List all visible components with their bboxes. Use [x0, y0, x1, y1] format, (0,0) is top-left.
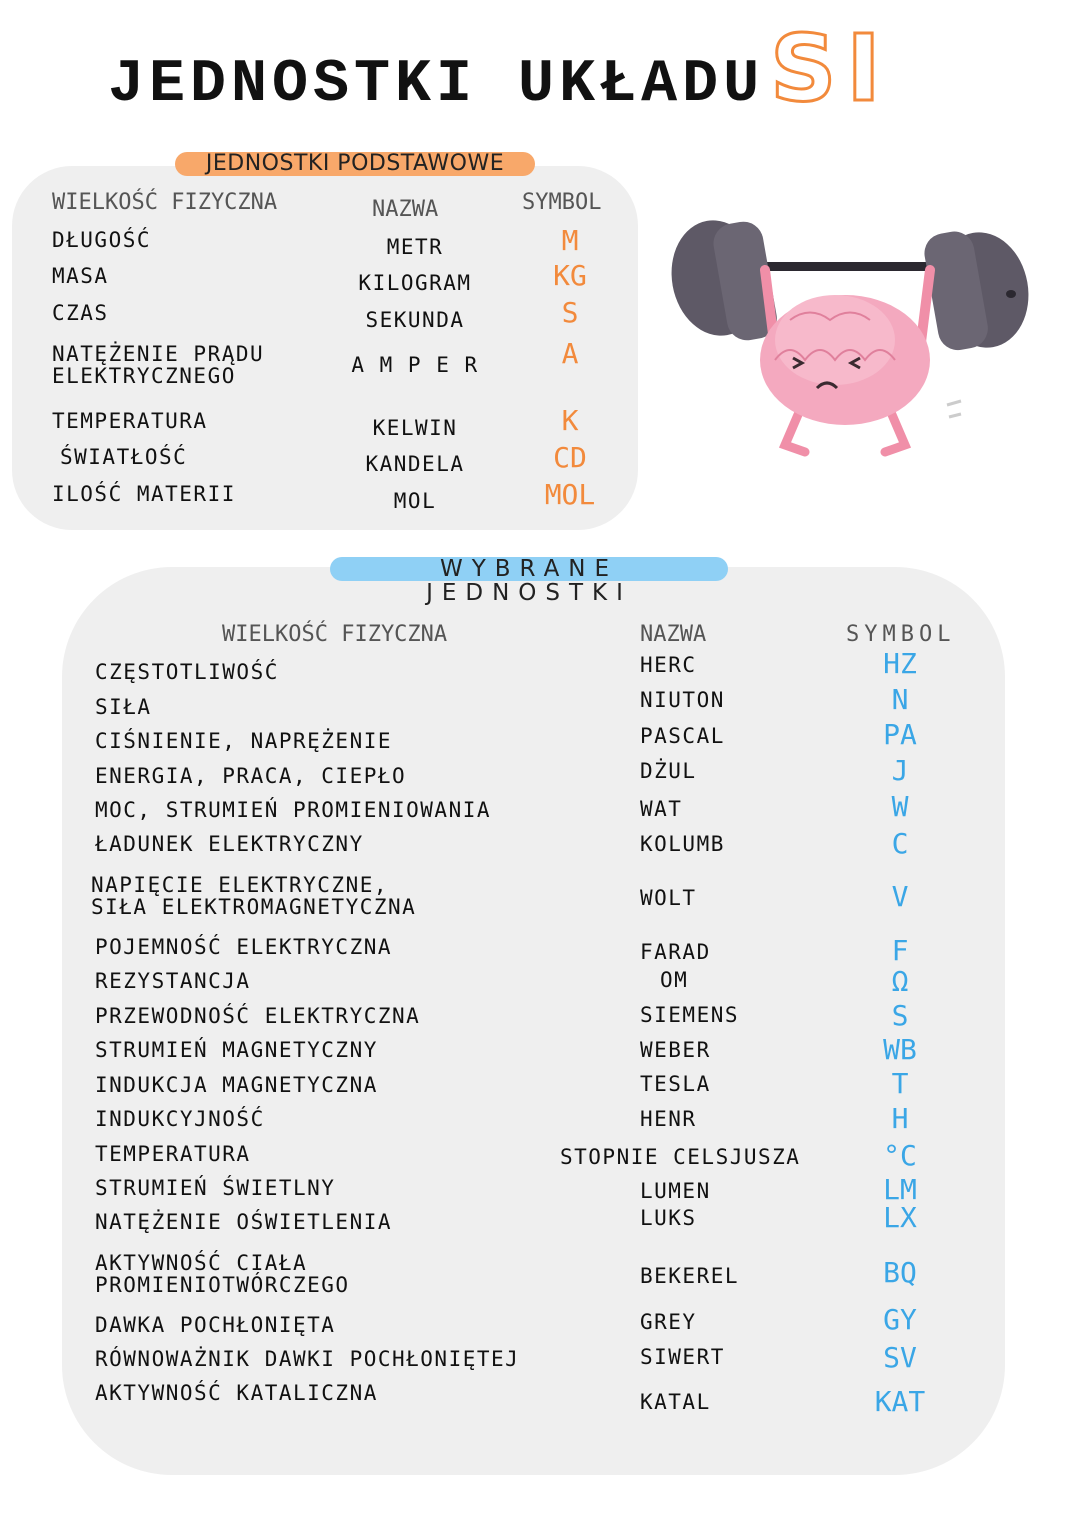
row-symbol: T: [891, 1067, 909, 1100]
row-quantity: CIŚNIENIE, NAPRĘŻENIE: [95, 729, 393, 753]
row-unit-name: LUMEN: [640, 1179, 711, 1203]
row-unit-name: SEKUNDA: [365, 308, 465, 332]
row-quantity: ŁADUNEK ELEKTRYCZNY: [95, 832, 364, 856]
row-quantity: ŚWIATŁOŚĆ: [60, 445, 188, 469]
row-quantity: INDUKCYJNOŚĆ: [95, 1107, 265, 1131]
row-unit-name: WOLT: [640, 886, 697, 910]
row-quantity: POJEMNOŚĆ ELEKTRYCZNA: [95, 935, 393, 959]
row-symbol: K: [561, 404, 579, 437]
row-unit-name: HERC: [640, 653, 697, 677]
row-quantity: ILOŚĆ MATERII: [52, 482, 236, 506]
row-quantity: CZĘSTOTLIWOŚĆ: [95, 660, 279, 684]
page-title-block: [108, 14, 891, 140]
row-quantity: AKTYWNOŚĆ CIAŁA PROMIENIOTWÓRCZEGO: [95, 1251, 350, 1297]
basic-header-name: NAZWA: [372, 197, 439, 222]
row-quantity: RÓWNOWAŻNIK DAWKI POCHŁONIĘTEJ: [95, 1347, 520, 1371]
row-symbol: °C: [883, 1139, 917, 1172]
row-quantity: MASA: [52, 264, 109, 288]
row-unit-name: KANDELA: [365, 452, 465, 476]
row-quantity: DAWKA POCHŁONIĘTA: [95, 1313, 336, 1337]
row-symbol: S: [561, 296, 579, 329]
row-unit-name: METR: [386, 235, 444, 259]
row-quantity: NATĘŻENIE PRĄDU ELEKTRYCZNEGO: [52, 342, 265, 388]
row-quantity: PRZEWODNOŚĆ ELEKTRYCZNA: [95, 1004, 421, 1028]
row-unit-name: SIWERT: [640, 1345, 725, 1369]
row-symbol: SV: [883, 1341, 917, 1374]
row-symbol: A: [561, 337, 579, 370]
row-symbol: KG: [553, 259, 587, 292]
row-unit-name: KATAL: [640, 1390, 711, 1414]
basic-header-symbol: SYMBOL: [522, 190, 602, 215]
row-quantity: TEMPERATURA: [95, 1142, 251, 1166]
row-symbol: S: [891, 999, 909, 1032]
selected-header-name: NAZWA: [640, 622, 707, 647]
row-unit-name: STOPNIE CELSJUSZA: [560, 1145, 801, 1169]
row-unit-name: OM: [660, 968, 689, 992]
row-symbol: LM: [883, 1173, 917, 1206]
row-symbol: KAT: [874, 1385, 926, 1418]
row-quantity: STRUMIEŃ MAGNETYCZNY: [95, 1038, 378, 1062]
row-quantity: MOC, STRUMIEŃ PROMIENIOWANIA: [95, 798, 492, 822]
row-symbol: F: [891, 934, 909, 967]
row-symbol: M: [561, 224, 579, 257]
row-quantity: DŁUGOŚĆ: [52, 228, 152, 252]
row-symbol: WB: [883, 1033, 917, 1066]
row-unit-name: PASCAL: [640, 724, 725, 748]
row-symbol: GY: [883, 1303, 917, 1336]
row-symbol: H: [891, 1102, 909, 1135]
row-symbol: HZ: [883, 647, 917, 680]
row-symbol: N: [891, 683, 909, 716]
row-quantity: INDUKCJA MAGNETYCZNA: [95, 1073, 378, 1097]
row-quantity: AKTYWNOŚĆ KATALICZNA: [95, 1381, 378, 1405]
row-quantity: NATĘŻENIE OŚWIETLENIA: [95, 1210, 393, 1234]
row-unit-name: DŻUL: [640, 759, 697, 783]
row-unit-name: A M P E R: [351, 353, 479, 377]
row-unit-name: NIUTON: [640, 688, 725, 712]
row-unit-name: HENR: [640, 1107, 697, 1131]
row-unit-name: WEBER: [640, 1038, 711, 1062]
row-symbol: CD: [553, 441, 587, 474]
row-unit-name: LUKS: [640, 1206, 697, 1230]
row-quantity: TEMPERATURA: [52, 409, 208, 433]
basic-header-quantity: WIELKOŚĆ FIZYCZNA: [52, 190, 278, 215]
row-unit-name: KOLUMB: [640, 832, 725, 856]
selected-header-quantity: WIELKOŚĆ FIZYCZNA: [222, 622, 448, 647]
brain-weightlifter-illustration: [665, 210, 1045, 470]
row-symbol: W: [891, 790, 909, 823]
selected-header-symbol: SYMBOL: [846, 622, 956, 647]
row-quantity: STRUMIEŃ ŚWIETLNY: [95, 1176, 336, 1200]
row-symbol: C: [891, 827, 909, 860]
row-symbol: MOL: [544, 478, 596, 511]
row-symbol: J: [891, 754, 909, 787]
row-quantity: CZAS: [52, 301, 109, 325]
row-unit-name: KELWIN: [372, 416, 458, 440]
row-unit-name: SIEMENS: [640, 1003, 740, 1027]
row-symbol: LX: [883, 1201, 917, 1234]
row-quantity: NAPIĘCIE ELEKTRYCZNE, SIŁA ELEKTROMAGNETYCZNA: [91, 873, 417, 919]
row-unit-name: TESLA: [640, 1072, 711, 1096]
row-symbol: Ω: [891, 965, 909, 998]
row-symbol: V: [891, 880, 909, 913]
selected-units-label: WYBRANE JEDNOSTKI: [330, 557, 728, 581]
row-quantity: ENERGIA, PRACA, CIEPŁO: [95, 764, 407, 788]
row-unit-name: FARAD: [640, 940, 711, 964]
page-title: JEDNOSTKI UKŁADU: [108, 51, 765, 119]
page-title-accent: SI: [770, 15, 891, 122]
row-quantity: REZYSTANCJA: [95, 969, 251, 993]
row-unit-name: MOL: [393, 489, 437, 513]
row-symbol: BQ: [883, 1256, 917, 1289]
basic-units-label: JEDNOSTKI PODSTAWOWE: [175, 152, 535, 176]
row-unit-name: KILOGRAM: [358, 271, 472, 295]
row-quantity: SIŁA: [95, 695, 152, 719]
row-symbol: PA: [883, 718, 917, 751]
row-unit-name: BEKEREL: [640, 1264, 740, 1288]
row-unit-name: WAT: [640, 797, 683, 821]
row-unit-name: GREY: [640, 1310, 697, 1334]
